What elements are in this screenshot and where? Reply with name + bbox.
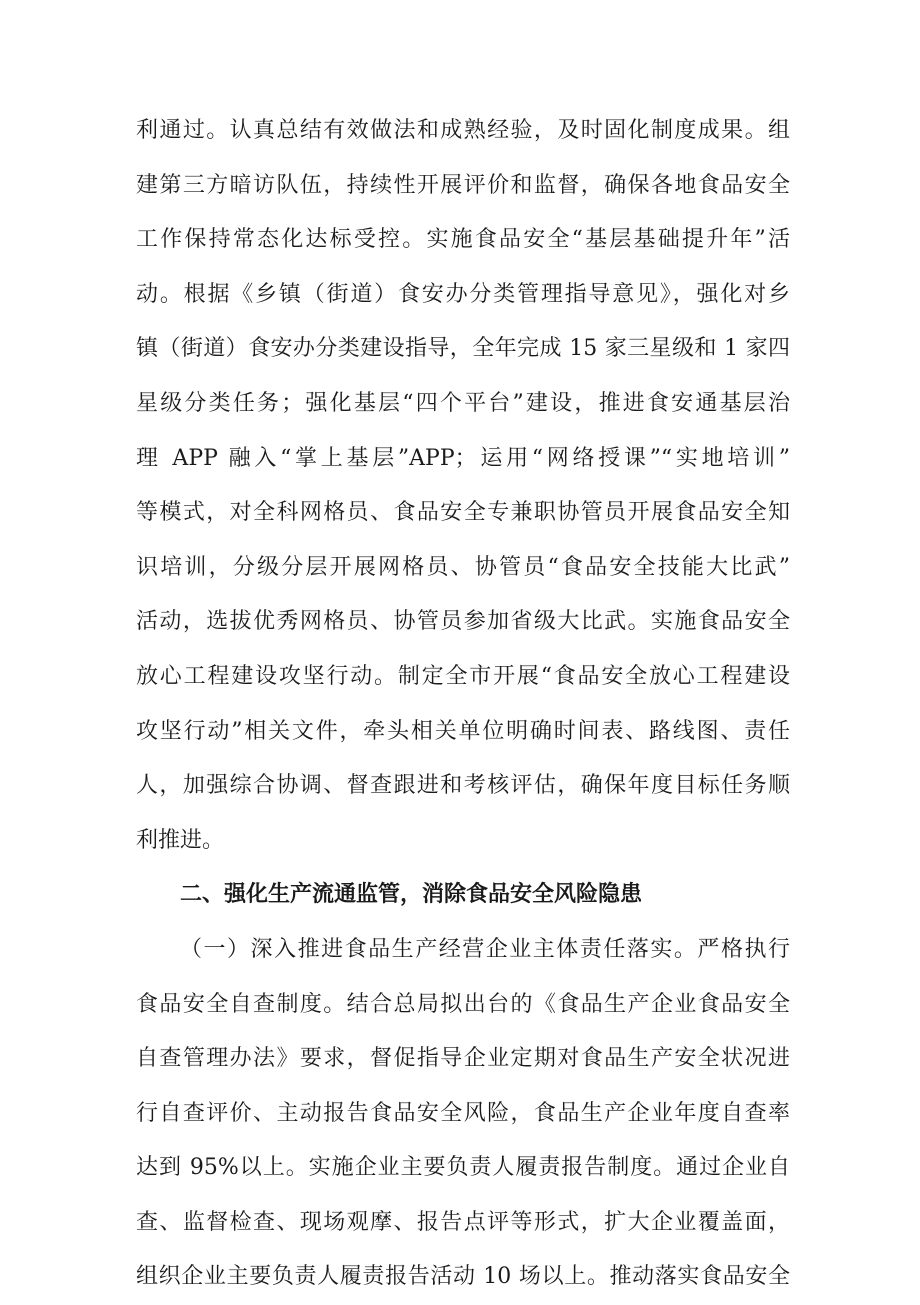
text-line: 行自查评价、主动报告食品安全风险，食品生产企业年度自查率	[136, 1100, 790, 1126]
text-line: 利通过。认真总结有效做法和成熟经验，及时固化制度成果。组	[136, 118, 790, 143]
text-line: 活动，选拔优秀网格员、协管员参加省级大比武。实施食品安全	[136, 609, 790, 635]
paragraph-end-line: 利推进。	[136, 827, 225, 853]
document-page	[136, 104, 790, 1305]
text-line: 建第三方暗访队伍，持续性开展评价和监督，确保各地食品安全	[136, 172, 790, 198]
paragraph-first-line: （一）深入推进食品生产经营企业主体责任落实。严格执行	[180, 936, 790, 962]
text-line: 镇（街道）食安办分类建设指导，全年完成 15 家三星级和 1 家四	[136, 336, 790, 362]
text-line: 自查管理办法》要求，督促指导企业定期对食品生产安全状况进	[136, 1046, 790, 1072]
text-line: 识培训，分级分层开展网格员、协管员“食品安全技能大比武”	[136, 554, 790, 580]
text-line: 攻坚行动”相关文件，牵头相关单位明确时间表、路线图、责任	[136, 718, 790, 744]
text-line: 动。根据《乡镇（街道）食安办分类管理指导意见》，强化对乡	[136, 281, 790, 307]
text-line: 等模式，对全科网格员、食品安全专兼职协管员开展食品安全知	[136, 500, 790, 526]
text-line: 人，加强综合协调、督查跟进和考核评估，确保年度目标任务顺	[136, 773, 790, 799]
text-line: 达到 95%以上。实施企业主要负责人履责报告制度。通过企业自	[136, 1155, 790, 1181]
text-line: 组织企业主要负责人履责报告活动 10 场以上。推动落实食品安全	[136, 1264, 790, 1290]
text-line: 放心工程建设攻坚行动。制定全市开展“食品安全放心工程建设	[136, 663, 790, 689]
text-line: 理 APP 融入“掌上基层”APP；运用“网络授课”“实地培训”	[136, 445, 790, 471]
text-line: 查、监督检查、现场观摩、报告点评等形式，扩大企业覆盖面，	[136, 1209, 790, 1235]
text-line: 星级分类任务；强化基层“四个平台”建设，推进食安通基层治	[136, 390, 790, 416]
text-line: 工作保持常态化达标受控。实施食品安全“基层基础提升年”活	[136, 227, 790, 253]
text-line: 食品安全自查制度。结合总局拟出台的《食品生产企业食品安全	[136, 991, 790, 1017]
section-heading: 二、强化生产流通监管，消除食品安全风险隐患	[180, 882, 643, 908]
